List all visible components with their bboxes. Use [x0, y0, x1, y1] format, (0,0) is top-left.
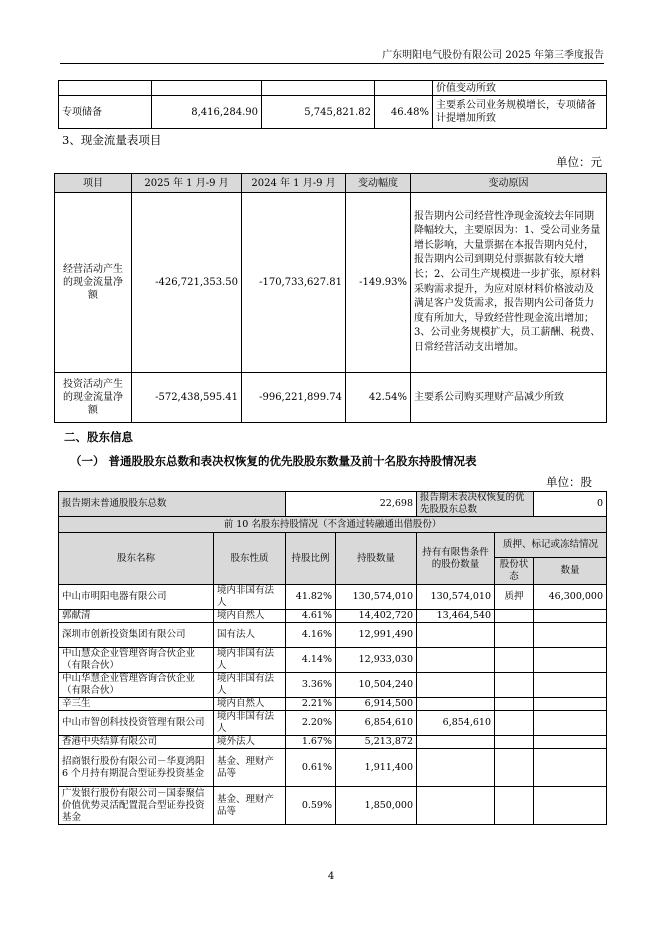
- table-cell: 郭献清: [59, 610, 214, 623]
- table-cell: 境内非国有法人: [214, 711, 286, 736]
- table-cell: [495, 711, 534, 736]
- table-row: [59, 787, 607, 825]
- table-cell: 13,464,540: [417, 610, 495, 623]
- table-cell: 国有法人: [214, 623, 286, 648]
- page-header: 广东明阳电气股份有限公司 2025 年第三季度报告: [60, 46, 604, 64]
- table-cell: 1,911,400: [336, 749, 417, 787]
- table-cell: [495, 698, 534, 711]
- table-cell: 4.61%: [286, 610, 336, 623]
- balance-items-table: [58, 80, 607, 129]
- table-cell: 4.16%: [286, 623, 336, 648]
- table-header: 持股比例: [286, 533, 336, 585]
- table-cell: 境外法人: [214, 736, 286, 749]
- table-row: [59, 711, 607, 736]
- table-cell: [375, 81, 433, 96]
- table-row: [59, 648, 607, 673]
- shareholders-table: [58, 491, 607, 825]
- table-cell: 14,402,720: [336, 610, 417, 623]
- table-row: [59, 623, 607, 648]
- table-cell: 46.48%: [375, 96, 433, 129]
- subsection-title: （一） 普通股股东总数和表决权恢复的优先股股东数量及前十名股东持股情况表: [70, 454, 477, 468]
- table-cell: 3.36%: [286, 673, 336, 698]
- table-cell: 12,991,490: [336, 623, 417, 648]
- table-cell: [417, 749, 495, 787]
- table-cell: 招商银行股份有限公司－华夏鸿阳 6 个月持有期混合型证券投资基金: [59, 749, 214, 787]
- table-cell: 12,933,030: [336, 648, 417, 673]
- table-cell: -170,733,627.81: [242, 193, 346, 373]
- table-subtitle: 前 10 名股东持股情况（不含通过转融通出借股份）: [59, 517, 607, 533]
- table-cell: -426,721,353.50: [132, 193, 242, 373]
- table-cell: 42.54%: [346, 373, 411, 423]
- table-cell: 深圳市创新投资集团有限公司: [59, 623, 214, 648]
- page-number: 4: [327, 871, 335, 882]
- table-row: [59, 736, 607, 749]
- table-cell: -572,438,595.41: [132, 373, 242, 423]
- table-header: 持股数量: [336, 533, 417, 585]
- table-cell: 境内非国有法人: [214, 585, 286, 610]
- table-cell: 境内自然人: [214, 698, 286, 711]
- table-cell: 广发银行股份有限公司－国泰聚信价值优势灵活配置混合型证券投资基金: [59, 787, 214, 825]
- table-row: [59, 610, 607, 623]
- table-cell: 境内非国有法人: [214, 673, 286, 698]
- table-cell: [534, 648, 607, 673]
- table-cell: 质押: [495, 585, 534, 610]
- table-cell: 6,854,610: [417, 711, 495, 736]
- table-header: 变动原因: [411, 174, 607, 193]
- table-cell: [495, 673, 534, 698]
- table-cell: [417, 698, 495, 711]
- table-header: 2024 年 1 月-9 月: [242, 174, 346, 193]
- table-cell: [534, 736, 607, 749]
- table-header: 股东性质: [214, 533, 286, 585]
- table-cell: [534, 623, 607, 648]
- table-cell: 41.82%: [286, 585, 336, 610]
- table-header: 数量: [534, 558, 607, 585]
- table-cell: [495, 736, 534, 749]
- table-header: 质押、标记或冻结情况: [495, 533, 607, 558]
- table-cell: 130,574,010: [417, 585, 495, 610]
- table-cell: [534, 610, 607, 623]
- table-cell: 5,213,872: [336, 736, 417, 749]
- table-cell: [495, 648, 534, 673]
- unit-label: 单位：股: [546, 475, 592, 489]
- table-cell: -996,221,899.74: [242, 373, 346, 423]
- table-cell: 报告期内公司经营性净现金流较去年同期降幅较大，主要原因为：1、受公司业务量增长影响，大量票据在本报告期内兑付，报告期内公司到期兑付票据款有较大增长；2、公司生产规模进一步扩张，原材料采购需求提升，为应对原材料价格波动及满足客户发货需求，报告期内公司备货力度有所加大，导致经营性现金流出增加；3、公司业务规模扩大，员工薪酬、税费、日常经营活动支出增加。: [411, 193, 607, 373]
- table-cell: [262, 81, 375, 96]
- table-cell: 价值变动所致: [433, 81, 607, 96]
- table-cell: 境内非国有法人: [214, 648, 286, 673]
- table-cell: 香港中央结算有限公司: [59, 736, 214, 749]
- table-cell: [495, 749, 534, 787]
- table-cell: 经营活动产生的现金流量净额: [55, 193, 132, 373]
- table-cell: 专项储备: [59, 96, 152, 129]
- table-cell: 中山慧众企业管理咨询合伙企业（有限合伙）: [59, 648, 214, 673]
- table-cell: [417, 623, 495, 648]
- table-row: [59, 698, 607, 711]
- table-row: [59, 585, 607, 610]
- table-cell: 基金、理财产品等: [214, 749, 286, 787]
- table-cell: 10,504,240: [336, 673, 417, 698]
- table-cell: [534, 749, 607, 787]
- table-cell: 中山华慧企业管理咨询合伙企业（有限合伙）: [59, 673, 214, 698]
- table-cell: -149.93%: [346, 193, 411, 373]
- table-cell: [534, 673, 607, 698]
- table-cell: [495, 610, 534, 623]
- table-header: 2025 年 1 月-9 月: [132, 174, 242, 193]
- unit-label: 单位：元: [556, 155, 602, 169]
- table-cell: [534, 698, 607, 711]
- table-cell: 基金、理财产品等: [214, 787, 286, 825]
- table-cell: 主要系公司购买理财产品减少所致: [411, 373, 607, 423]
- table-header: 股份状态: [495, 558, 534, 585]
- table-cell: 8,416,284.90: [152, 96, 262, 129]
- table-cell: 辛三生: [59, 698, 214, 711]
- table-row: [59, 749, 607, 787]
- section-title: 3、现金流量表项目: [62, 133, 162, 147]
- summary-value: 22,698: [286, 492, 417, 517]
- table-cell: [417, 736, 495, 749]
- table-cell: 中山市智创科技投资管理有限公司: [59, 711, 214, 736]
- table-cell: 中山市明阳电器有限公司: [59, 585, 214, 610]
- summary-value: 0: [534, 492, 607, 517]
- summary-label: 报告期末普通股股东总数: [59, 492, 286, 517]
- table-cell: 2.21%: [286, 698, 336, 711]
- table-header: 股东名称: [59, 533, 214, 585]
- table-row: [59, 673, 607, 698]
- table-cell: [417, 648, 495, 673]
- table-cell: 5,745,821.82: [262, 96, 375, 129]
- table-header: 变动幅度: [346, 174, 411, 193]
- table-cell: 46,300,000: [534, 585, 607, 610]
- table-cell: 投资活动产生的现金流量净额: [55, 373, 132, 423]
- table-cell: 1,850,000: [336, 787, 417, 825]
- table-header: 项目: [55, 174, 132, 193]
- table-header: 持有有限售条件的股份数量: [417, 533, 495, 585]
- table-cell: 4.14%: [286, 648, 336, 673]
- section-title: 二、股东信息: [64, 430, 133, 444]
- table-cell: 主要系公司业务规模增长，专项储备计提增加所致: [433, 96, 607, 129]
- summary-label: 报告期末表决权恢复的优先股股东总数: [417, 492, 534, 517]
- table-cell: 6,854,610: [336, 711, 417, 736]
- table-cell: [534, 787, 607, 825]
- table-cell: 1.67%: [286, 736, 336, 749]
- table-cell: [417, 787, 495, 825]
- table-cell: 境内自然人: [214, 610, 286, 623]
- table-cell: [495, 787, 534, 825]
- table-cell: 0.61%: [286, 749, 336, 787]
- table-cell: 2.20%: [286, 711, 336, 736]
- table-cell: [534, 711, 607, 736]
- table-cell: [152, 81, 262, 96]
- cash-flow-table: [54, 173, 607, 423]
- table-cell: [417, 673, 495, 698]
- table-cell: 130,574,010: [336, 585, 417, 610]
- table-cell: 0.59%: [286, 787, 336, 825]
- table-cell: [59, 81, 152, 96]
- table-cell: [495, 623, 534, 648]
- table-cell: 6,914,500: [336, 698, 417, 711]
